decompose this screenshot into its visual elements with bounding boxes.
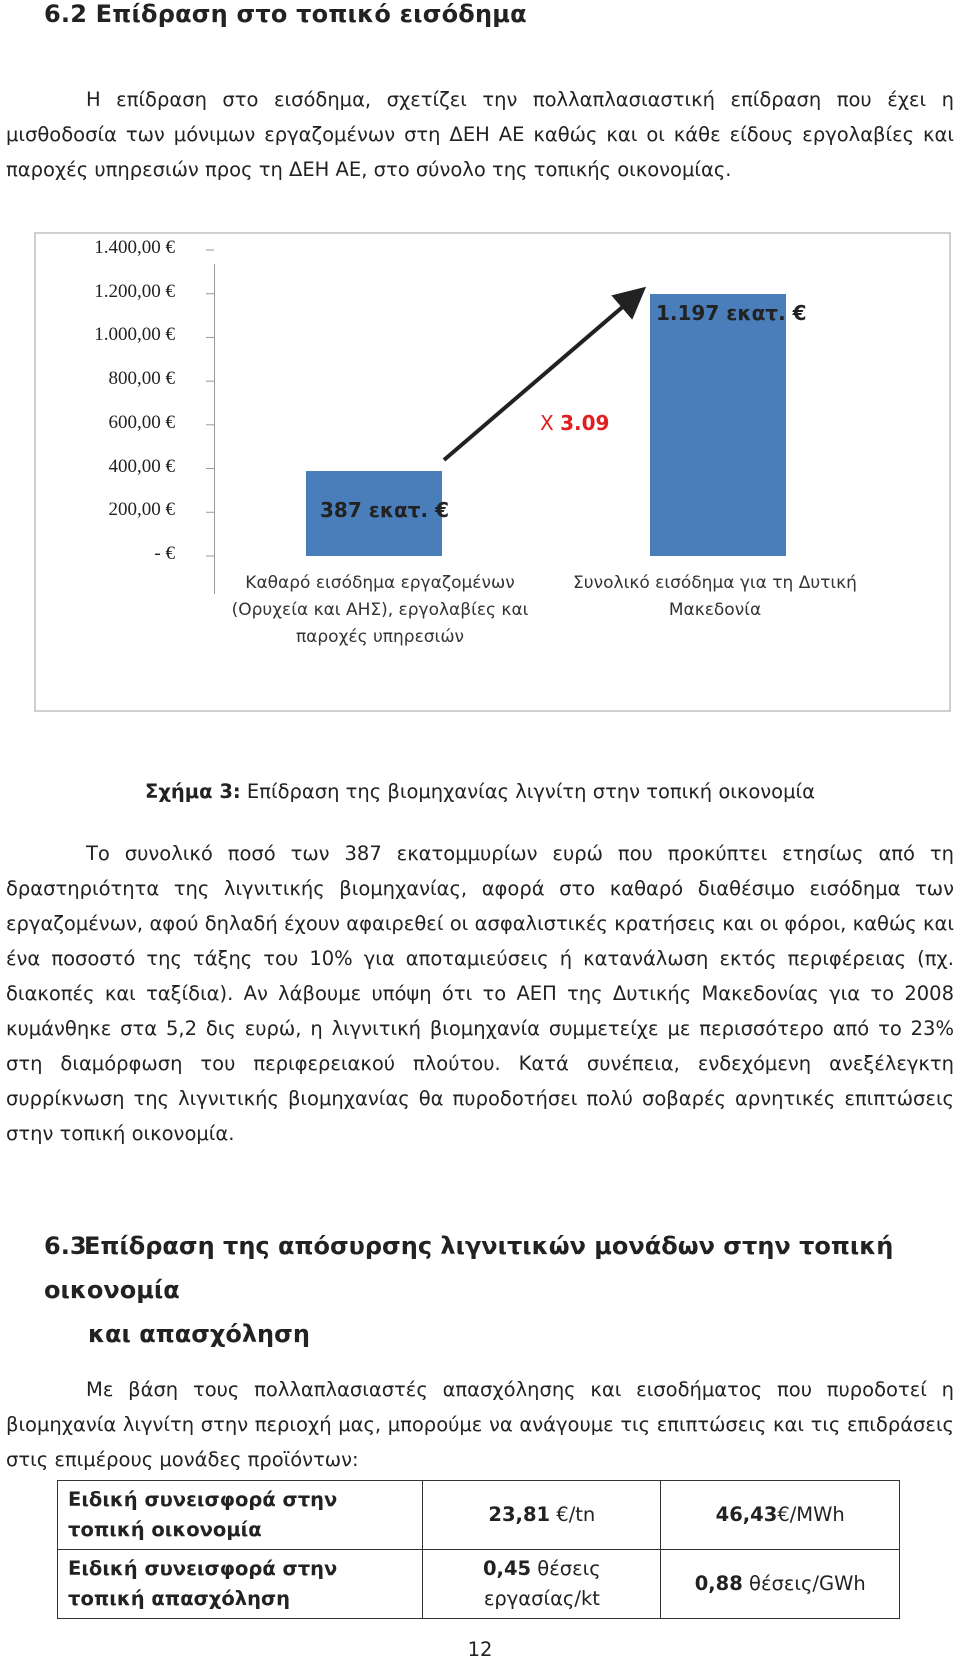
section-title-line1: Επίδραση της απόσυρσης λιγνιτικών μονάδων στην τοπική οικονομία	[44, 1232, 894, 1304]
caption-label: Σχήμα 3:	[145, 780, 241, 803]
table-row	[58, 1481, 900, 1550]
table-row	[58, 1550, 900, 1619]
category-label: Συνολικό εισόδημα για τη Δυτική Μακεδονία	[573, 573, 857, 620]
section-title-line2: και απασχόληση	[88, 1320, 310, 1348]
value-per-gwh: 0,88 θέσεις/GWh	[661, 1550, 900, 1619]
value-per-kt: 0,45 θέσεις εργασίας/kt	[423, 1550, 661, 1619]
y-tick-label: 600,00 €	[108, 411, 175, 433]
multiplier-prefix: Χ	[540, 411, 561, 435]
figure-caption	[0, 780, 960, 803]
body-paragraph: Το συνολικό ποσό των 387 εκατομμυρίων ευρώ που προκύπτει ετησίως από τη δραστηριότητα της λιγνιτικής βιομηχανίας, αφορά στο καθαρό διαθέσιμο εισόδημα των εργαζομένων, αφού δηλαδή έχουν αφαιρεθεί οι ασφαλιστικές κρατήσεις και οι φόροι, καθώς και ένα ποσοστό της τάξης του 10% για αποταμιεύσεις ή κατανάλωση εκτός περιφέρειας (πχ. διακοπές και ταξίδια). Αν λάβουμε υπόψη ότι το ΑΕΠ της Δυτικής Μακεδονίας για το 2008 κυμάνθηκε στα 5,2 δις ευρώ, η λιγνιτική βιομηχανία συμμετείχε με περισσότερο από το 23% στη διαμόρφωση του περιφερειακού πλούτου. Κατά συνέπεια, ενδεχόμενη ανεξέλεγκτη συρρίκνωση της λιγνιτικής βιομηχανίας θα πυροδοτήσει πολύ σοβαρές αρνητικές επιπτώσεις στην τοπική οικονομία.	[6, 842, 954, 1145]
category-label: Καθαρό εισόδημα εργαζομένων (Ορυχεία και ΑΗΣ), εργολαβίες και παροχές υπηρεσιών	[231, 573, 529, 647]
section-number: 6.3	[44, 1232, 87, 1260]
caption-text: Επίδραση της βιομηχανίας λιγνίτη στην τοπική οικονομία	[240, 780, 815, 803]
y-tick-label: 800,00 €	[108, 368, 175, 390]
section-heading: 6.2 Επίδραση στο τοπικό εισόδημα	[44, 0, 527, 28]
row-label: Ειδική συνεισφορά στην τοπική απασχόληση	[58, 1550, 423, 1619]
y-tick-label: 1.000,00 €	[94, 324, 175, 346]
data-label: 1.197 εκατ. €	[656, 301, 807, 325]
page-number: 12	[467, 1638, 493, 1661]
y-tick-label: - €	[154, 543, 175, 564]
y-tick-label: 200,00 €	[108, 499, 175, 521]
y-tick-label: 1.200,00 €	[94, 280, 175, 302]
y-tick-label: 1.400,00 €	[94, 237, 175, 258]
contribution-table	[57, 1480, 900, 1619]
multiplier-value: 3.09	[560, 411, 610, 435]
multiplier-label	[540, 411, 609, 435]
data-label: 387 εκατ. €	[320, 498, 450, 522]
y-tick-label: 400,00 €	[108, 455, 175, 477]
multipliers-paragraph: Με βάση τους πολλαπλασιαστές απασχόλησης και εισοδήματος που πυροδοτεί η βιομηχανία λιγνίτη στην περιοχή μας, μπορούμε να ανάγουμε τις επιπτώσεις και τις επιδράσεις στις επιμέρους μονάδες προϊόντων:	[6, 1378, 954, 1471]
section-heading-2	[44, 1224, 944, 1356]
value-per-mwh: 46,43€/MWh	[661, 1481, 900, 1550]
value-per-ton: 23,81 €/tn	[423, 1481, 661, 1550]
chart-layer	[0, 0, 960, 720]
chart-bar	[650, 294, 786, 556]
row-label: Ειδική συνεισφορά στην τοπική οικονομία	[58, 1481, 423, 1550]
intro-paragraph: Η επίδραση στο εισόδημα, σχετίζει την πολλαπλασιαστική επίδραση που έχει η μισθοδοσία των μόνιμων εργαζομένων στη ΔΕΗ ΑΕ καθώς και οι κάθε είδους εργολαβίες και παροχές υπηρεσιών προς τη ΔΕΗ ΑΕ, στο σύνολο της τοπικής οικονομίας.	[6, 88, 954, 181]
